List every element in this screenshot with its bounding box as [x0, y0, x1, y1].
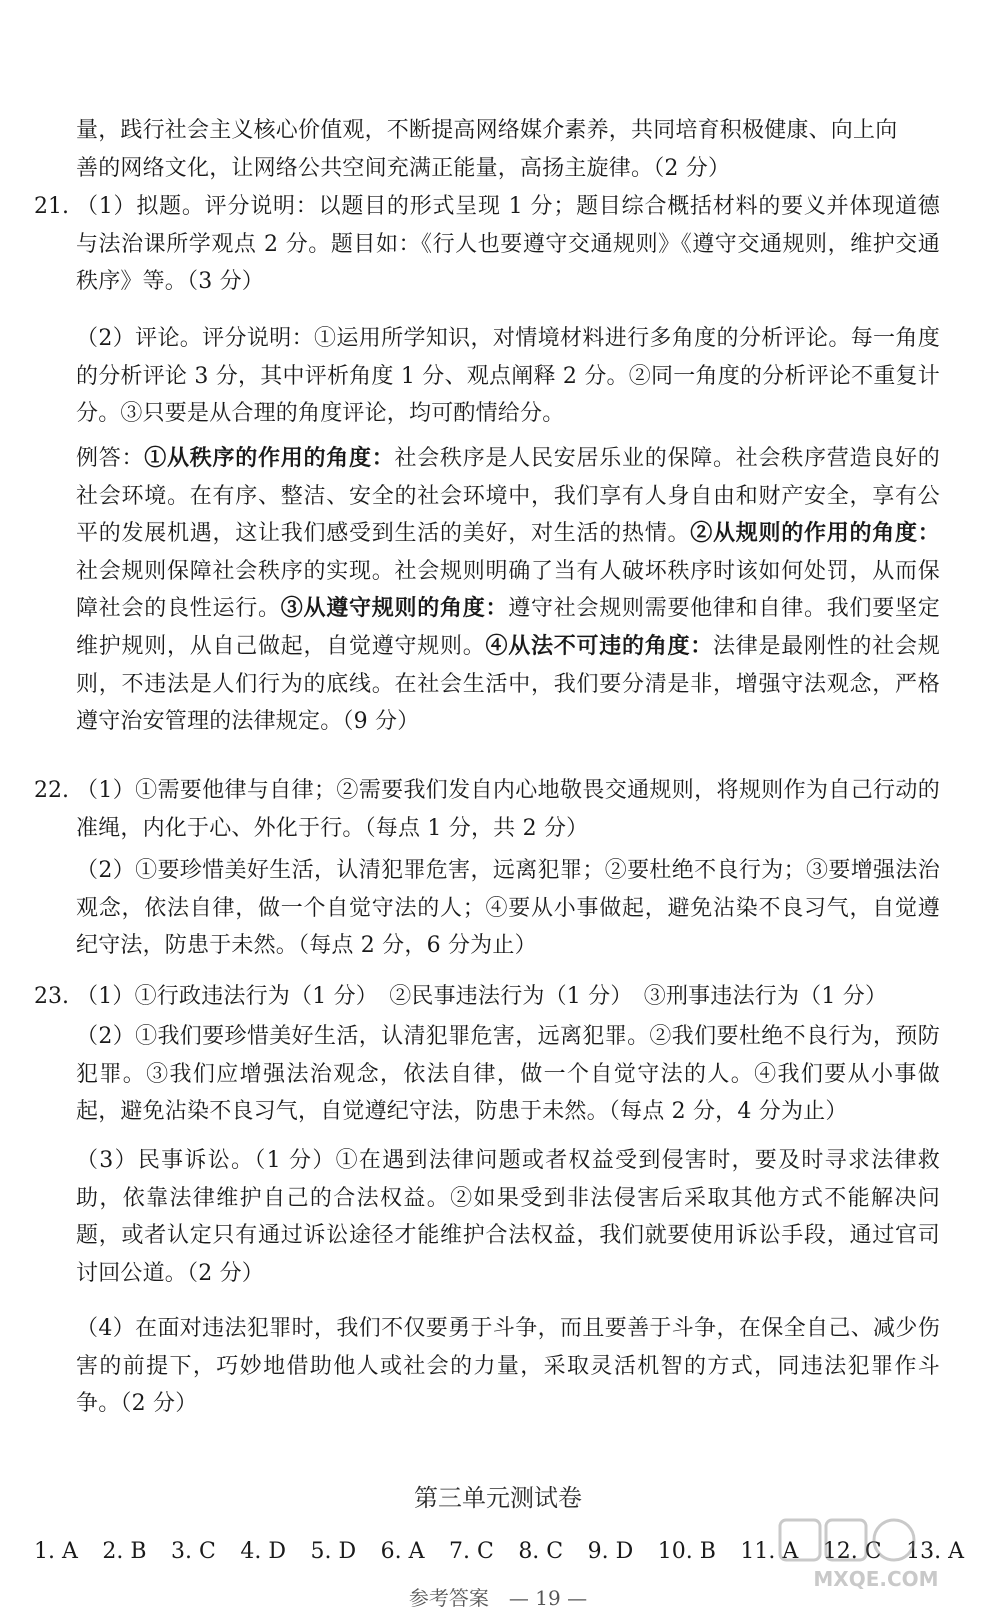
answer-item: 4. D: [240, 1539, 286, 1564]
example-lead: 例答：: [76, 446, 145, 471]
q21-part-2: （2）评论。评分说明：①运用所学知识，对情境材料进行多角度的分析评论。每一角度的分析评论 3 分，其中评析角度 1 分、观点阐释 2 分。②同一角度的分析评论不重复计分。③只要是从合理的角度评论，均可酌情给分。: [76, 326, 940, 427]
answer-item: 3. C: [171, 1539, 216, 1564]
answer-item: 12. C: [822, 1539, 882, 1564]
example-heading-4: ④从法不可违的角度：: [485, 632, 714, 659]
q22-part-1: （1）①需要他律与自律；②需要我们发自内心地敬畏交通规则，将规则作为自己行动的准绳，内化于心、外化于行。（每点 1 分，共 2 分）: [76, 778, 940, 841]
answer-item: 9. D: [587, 1539, 634, 1564]
answer-item: 10. B: [657, 1539, 716, 1564]
example-text-4: 法律是最刚性的社会规则，不违法是人们行为的底线。在社会生活中，我们要分清是非，增强守法观念，严格遵守治安管理的法律规定。（9 分）: [76, 633, 940, 735]
example-text-2: 社会规则保障社会秩序的实现。社会规则明确了当有人破坏秩序时该如何处罚，从而保障社会的良性运行。: [76, 558, 940, 622]
example-heading-1: ①从秩序的作用的角度：: [144, 445, 395, 471]
intro-line-1: 量，践行社会主义核心价值观，不断提高网络媒介素养，共同培育积极健康、向上向: [76, 118, 898, 143]
answer-item: 6. A: [380, 1539, 425, 1564]
intro-line-2: 善的网络文化，让网络公共空间充满正能量，高扬主旋律。（2 分）: [76, 156, 731, 181]
answer-item: 1. A: [34, 1539, 78, 1564]
answer-item: 11. A: [740, 1539, 799, 1564]
question-number-23: 23.: [34, 984, 69, 1009]
answer-item: 13. A: [906, 1539, 964, 1564]
page-footer: 参考答案 — 19 —: [408, 1586, 588, 1610]
example-heading-3: ③从遵守规则的角度：: [280, 595, 509, 622]
q21-part-1: （1）拟题。评分说明：以题目的形式呈现 1 分；题目综合概括材料的要义并体现道德与法治课所学观点 2 分。题目如：《行人也要遵守交通规则》《遵守交通规则，维护交通秩序》等。（3 分）: [76, 194, 940, 295]
answer-item: 8. C: [518, 1539, 564, 1564]
section-title: 第三单元测试卷: [414, 1484, 582, 1512]
question-number-22: 22.: [34, 778, 69, 803]
q23-part-1: （1）①行政违法行为（1 分） ②民事违法行为（1 分） ③刑事违法行为（1 分）: [76, 984, 888, 1009]
q23-part-4: （4）在面对违法犯罪时，我们不仅要勇于斗争，而且要善于斗争，在保全自己、减少伤害的前提下，巧妙地借助他人或社会的力量，采取灵活机智的方式，同违法犯罪作斗争。（2 分）: [76, 1316, 940, 1417]
watermark-logo: [776, 1514, 976, 1594]
example-heading-2: ②从规则的作用的角度：: [690, 520, 941, 547]
watermark-text: MXQE.COM: [813, 1567, 939, 1591]
q21-example-answer: [76, 440, 940, 741]
example-text-3: 遵守社会规则需要他律和自律。我们要坚定维护规则，从自己做起，自觉遵守规则。: [76, 596, 940, 659]
example-text-1: 社会秩序是人民安居乐业的保障。社会秩序营造良好的社会环境。在有序、整洁、安全的社会环境中，我们享有人身自由和财产安全，享有公平的发展机遇，这让我们感受到生活的美好，对生活的热情。: [76, 446, 940, 547]
q23-part-2: （2）①我们要珍惜美好生活，认清犯罪危害，远离犯罪。②我们要杜绝不良行为，预防犯罪。③我们应增强法治观念，依法自律，做一个自觉守法的人。④我们要从小事做起，避免沾染不良习气，自觉遵纪守法，防患于未然。（每点 2 分，4 分为止）: [76, 1024, 940, 1125]
answer-item: 5. D: [310, 1539, 357, 1564]
q23-part-3: （3）民事诉讼。（1 分）①在遇到法律问题或者权益受到侵害时，要及时寻求法律救助，依靠法律维护自己的合法权益。②如果受到非法侵害后采取其他方式不能解决问题，或者认定只有通过诉讼途径才能维护合法权益，我们就要使用诉讼手段，通过官司讨回公道。（2 分）: [76, 1148, 940, 1286]
answer-item: 2. B: [102, 1539, 147, 1564]
question-number-21: 21.: [34, 194, 69, 219]
q22-part-2: （2）①要珍惜美好生活，认清犯罪危害，远离犯罪；②要杜绝不良行为；③要增强法治观念，依法自律，做一个自觉守法的人；④要从小事做起，避免沾染不良习气，自觉遵纪守法，防患于未然。（每点 2 分，6 分为止）: [76, 858, 940, 959]
answer-item: 7. C: [448, 1539, 494, 1564]
